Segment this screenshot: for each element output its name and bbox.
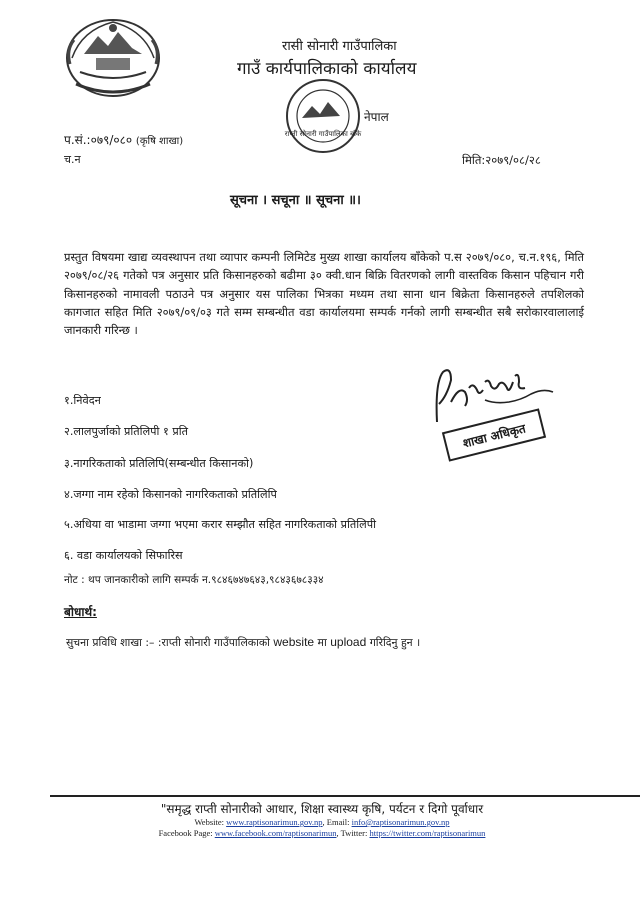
list-item: २.लालपुर्जाको प्रतिलिपी १ प्रति (64, 425, 188, 438)
bodhartha-suffix: गरिदिनु हुन । (369, 636, 421, 649)
office-seal-icon (282, 76, 364, 156)
footer-contact-line: Website: www.raptisonarimun.gov.np, Email: info@raptisonarimun.gov.np (194, 817, 450, 827)
list-item: ४.जग्गा नाम रहेको किसानको नागरिकताको प्रतिलिपि (64, 488, 277, 501)
footer-email-link[interactable]: info@raptisonarimun.gov.np (351, 817, 450, 827)
footer-website-label: Website: (194, 817, 224, 827)
bodhartha-text (66, 635, 420, 650)
footer-slogan: "समृद्ध राप्ती सोनारीको आधार, शिक्षा स्वास्थ्य कृषि, पर्यटन र दिगो पूर्वाधार (160, 802, 484, 816)
nepal-emblem-icon (62, 14, 164, 100)
municipality-name: रासी सोनारी गाउँपालिका (282, 39, 397, 54)
list-item: ५.अधिया वा भाडामा जग्गा भएमा करार सम्झौत सहित नागरिकताको प्रतिलिपी (64, 518, 376, 531)
upload-word: upload (330, 635, 367, 649)
footer-email-label: Email: (326, 817, 350, 827)
officer-stamp: शाखा अधिकृत (442, 408, 546, 461)
reference-ps: प.सं.:०७९/०८० (64, 133, 133, 147)
footer-facebook-link[interactable]: www.facebook.com/raptisonarimun (214, 828, 337, 838)
bodhartha-prefix: सुचना प्रविधि शाखा :– :राप्ती सोनारी गाउँपालिकाको (66, 636, 270, 649)
reference-cn: च.न (64, 153, 81, 166)
footer-divider (50, 795, 640, 797)
list-item: ३.नागरिकताको प्रतिलिपि(सम्बन्धीत किसानको) (64, 457, 254, 470)
reference-branch: (कृषि शाखा) (135, 136, 184, 147)
bodhartha-mid: मा (317, 636, 327, 649)
footer-facebook-label: Facebook Page: (158, 828, 213, 838)
handwritten-signature-icon (425, 362, 565, 472)
list-item: १.निवेदन (64, 394, 101, 407)
notice-body: प्रस्तुत विषयमा खाद्य व्यवस्थापन तथा व्यापार कम्पनी लिमिटेड मुख्य शाखा कार्यालय बाँकेको प.स २०७९/०८०, च.न.१९६, मिति २०७९/०८/२६ गतेको पत्र अनुसार प्रति किसानहरुको बढीमा ३० क्वी.धान बिक्रि वितरणको लागी वास्तविक किसान पहिचान गरी किसानहरुको नामावली पठाउने पत्र अनुसार यस पालिका भित्रका मध्यम तथा साना धान बिक्रेता किसानहरुले तपशिलको कागजात सहित मिति २०७९/०९/०३ गते सम्म सम्बन्धीत वडा कार्यालयमा सम्पर्क गर्नको लागी सम्बन्धीत सबै सरोकारवालालाई जानकारी गरिन्छ । (64, 250, 584, 338)
footer-social-line: Facebook Page: www.facebook.com/raptisonarimun, Twitter: https://twitter.com/raptisonarimun (158, 828, 486, 838)
reference-number (64, 131, 183, 148)
location-text: नेपाल (364, 110, 389, 124)
office-name: गाउँ कार्यपालिकाको कार्यालय (237, 59, 417, 79)
reference-date: मिति:२०७९/०८/२८ (462, 153, 541, 167)
bodhartha-label: बोधार्थ: (64, 605, 97, 619)
notice-title: सूचना । सचूना ॥ सूचना ॥। (230, 193, 361, 208)
footer-twitter-link[interactable]: https://twitter.com/raptisonarimun (369, 828, 486, 838)
seal-text: राप्ती सोनारी गाउँपालिका बाँके (284, 130, 362, 138)
list-item: ६. वडा कार्यालयको सिफारिस (64, 549, 183, 562)
contact-note: नोट : थप जानकारीको लागि सम्पर्क न.९८४६७४७६४३,९८४३६७८३३४ (64, 574, 324, 586)
website-word: website (273, 635, 315, 649)
footer-website-link[interactable]: www.raptisonarimun.gov.np (226, 817, 323, 827)
footer-twitter-label: Twitter: (340, 828, 368, 838)
